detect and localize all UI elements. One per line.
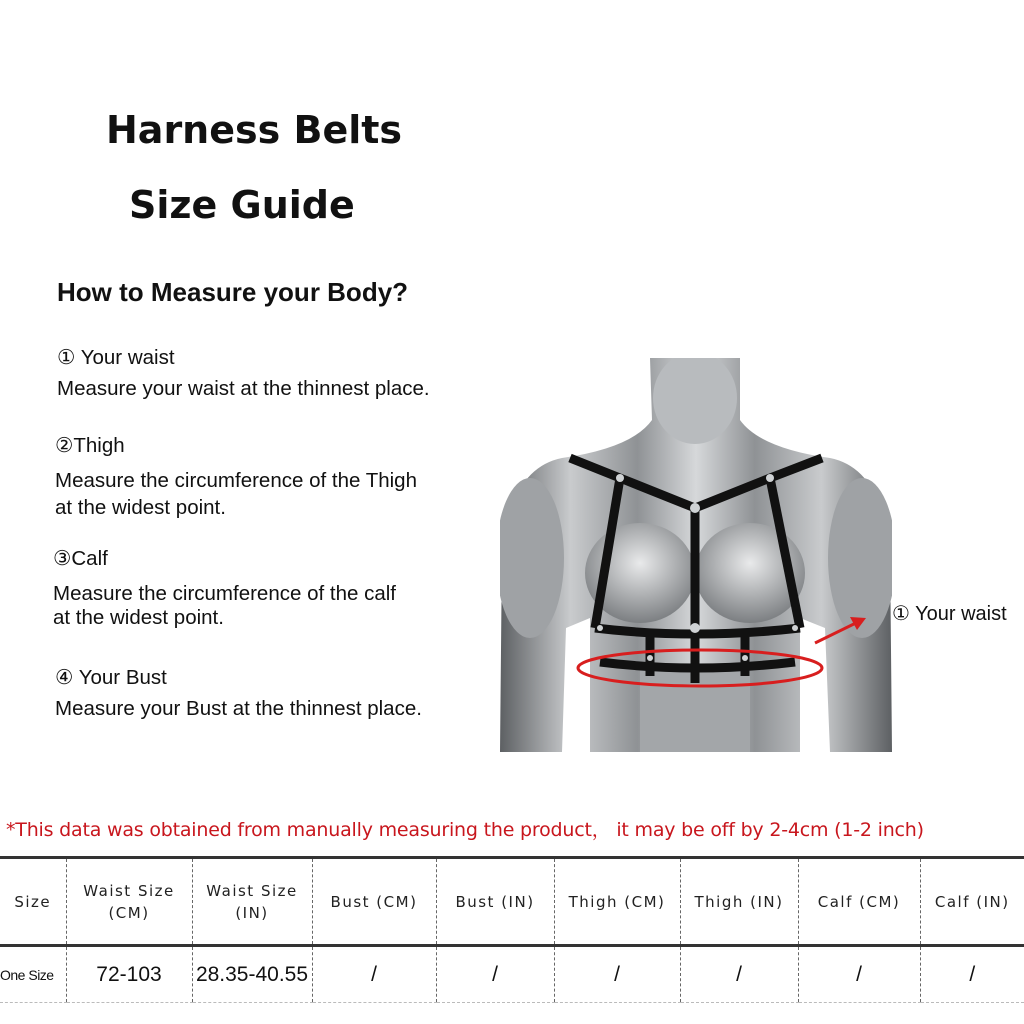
step-thigh	[55, 432, 417, 521]
header-waist-cm: Waist Size (CM)	[66, 858, 192, 946]
header-calf-in: Calf (IN)	[920, 858, 1024, 946]
mannequin-illustration	[500, 358, 892, 752]
cell-calf-cm: /	[798, 946, 920, 1003]
step-bust-description: Measure your Bust at the thinnest place.	[55, 697, 422, 720]
page-title-line2: Size Guide	[129, 183, 355, 227]
size-table	[0, 856, 1024, 1003]
step-thigh-description-line2: at the widest point.	[55, 496, 226, 519]
cell-thigh-in: /	[680, 946, 798, 1003]
cell-size: One Size	[0, 946, 66, 1003]
step-bust	[55, 664, 422, 722]
cell-waist-cm: 72-103	[66, 946, 192, 1003]
header-thigh-cm: Thigh (CM)	[554, 858, 680, 946]
measurement-disclaimer: *This data was obtained from manually measuring the product， it may be off by 2-4cm (1-2 inch)	[6, 819, 924, 841]
cell-bust-in: /	[436, 946, 554, 1003]
header-calf-cm: Calf (CM)	[798, 858, 920, 946]
figure-waist-label: ① Your waist	[892, 603, 1007, 625]
table-row	[0, 946, 1024, 1003]
step-thigh-description-line1: Measure the circumference of the Thigh	[55, 469, 417, 492]
step-waist	[57, 344, 430, 402]
step-thigh-title: ②Thigh	[55, 434, 125, 457]
size-table-header-row	[0, 858, 1024, 946]
cell-waist-in: 28.35-40.55	[192, 946, 312, 1003]
step-calf-description-line1: Measure the circumference of the calf	[53, 582, 396, 605]
step-calf-description-line2: at the widest point.	[53, 606, 224, 629]
page-title-line1: Harness Belts	[106, 108, 403, 152]
header-thigh-in: Thigh (IN)	[680, 858, 798, 946]
header-bust-cm: Bust (CM)	[312, 858, 436, 946]
mannequin-harness-image	[500, 358, 892, 752]
step-waist-description: Measure your waist at the thinnest place.	[57, 377, 430, 400]
header-bust-in: Bust (IN)	[436, 858, 554, 946]
step-calf-title: ③Calf	[53, 547, 108, 570]
header-waist-in: Waist Size (IN)	[192, 858, 312, 946]
cell-calf-in: /	[920, 946, 1024, 1003]
step-waist-title: ① Your waist	[57, 346, 175, 369]
header-size: Size	[0, 858, 66, 946]
step-bust-title: ④ Your Bust	[55, 666, 167, 689]
step-calf	[53, 545, 396, 631]
cell-bust-cm: /	[312, 946, 436, 1003]
how-to-measure-heading: How to Measure your Body?	[57, 277, 409, 307]
cell-thigh-cm: /	[554, 946, 680, 1003]
